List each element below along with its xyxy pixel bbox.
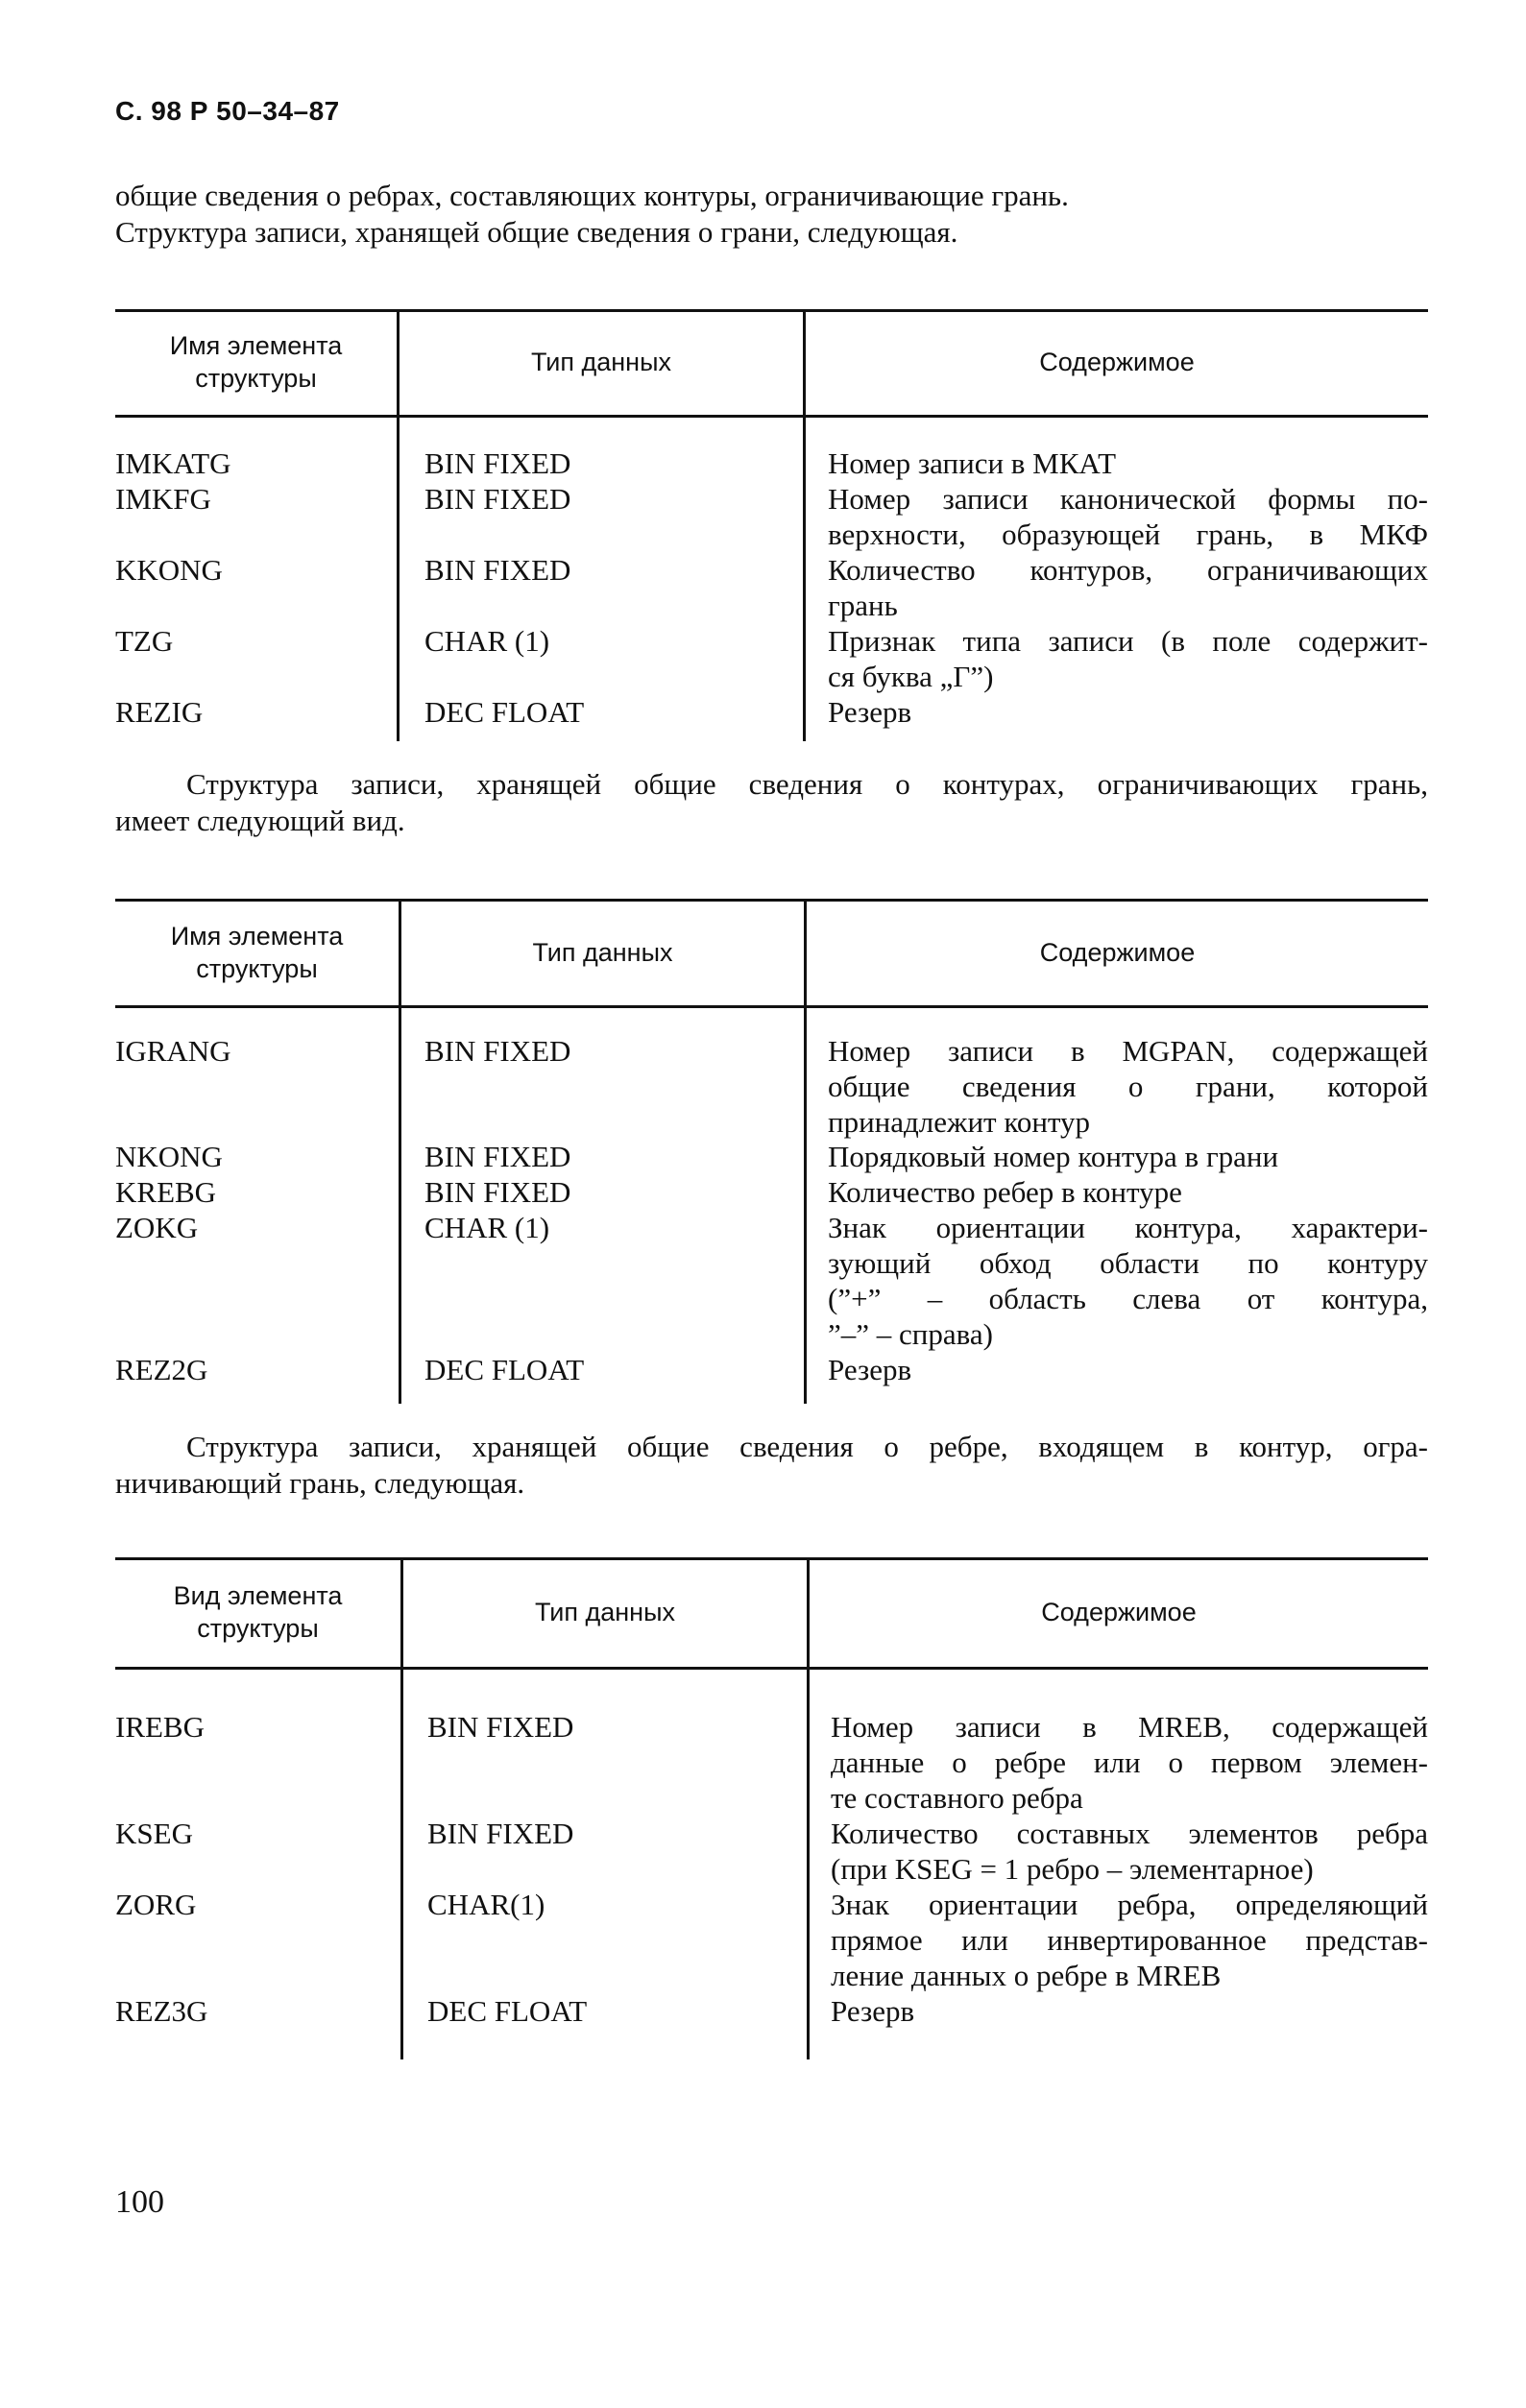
table-row-name: IGRANG bbox=[115, 1034, 231, 1068]
table-edge-record bbox=[115, 1557, 1428, 2059]
table-row-content: Порядковый номер контура в грани bbox=[828, 1140, 1279, 1173]
header-content: Содержимое bbox=[1041, 1598, 1197, 1626]
table-row-name: NKONG bbox=[115, 1140, 223, 1173]
table-row-type: BIN FIXED bbox=[424, 1034, 571, 1068]
table-row-name: KKONG bbox=[115, 553, 223, 587]
table-row-content: Номер записи в MGPAN, содержащей общие сведения о грани, которой принадлежит контур bbox=[828, 1034, 1428, 1139]
table-row-name: IMKFG bbox=[115, 482, 211, 516]
table-row-name: IREBG bbox=[115, 1710, 205, 1744]
table-row-type: BIN FIXED bbox=[424, 1175, 571, 1209]
text-line: ничивающий грань, следующая. bbox=[115, 1466, 525, 1500]
table-row-content: Количество составных элементов ребра (при KSEG = 1 ребро – элементарное) bbox=[831, 1817, 1428, 1886]
intro-paragraph bbox=[115, 178, 1428, 251]
header-content: Содержимое bbox=[1039, 348, 1195, 376]
page-number: 100 bbox=[115, 2184, 164, 2220]
table-row-content: Количество контуров, ограничивающих грань bbox=[828, 553, 1428, 622]
table-row-type: DEC FLOAT bbox=[424, 1353, 585, 1386]
table-row-type: DEC FLOAT bbox=[424, 695, 585, 729]
table-row-type: CHAR (1) bbox=[424, 624, 550, 658]
table-face-record bbox=[115, 309, 1428, 741]
table-row-content: Знак ориентации контура, характери- зующий обход области по контуру (”+” – область слева от контура, ”–” – справа) bbox=[828, 1211, 1428, 1351]
header-data-type: Тип данных bbox=[530, 348, 671, 376]
table-row-name: ZOKG bbox=[115, 1211, 199, 1244]
table-row-type: BIN FIXED bbox=[427, 1817, 574, 1850]
table-contour-record bbox=[115, 899, 1428, 1404]
table-row-type: BIN FIXED bbox=[424, 446, 571, 480]
table-row-type: BIN FIXED bbox=[424, 482, 571, 516]
header-content: Содержимое bbox=[1039, 937, 1196, 967]
table-row-content: Знак ориентации ребра, определяющий прямое или инвертированное представ- ление данных о ребре в MREB bbox=[831, 1888, 1428, 1992]
table-row-name: IMKATG bbox=[115, 446, 231, 480]
table-row-name: KREBG bbox=[115, 1175, 217, 1209]
table-row-name: REZ2G bbox=[115, 1353, 208, 1386]
table-row-type: BIN FIXED bbox=[424, 1140, 571, 1173]
table-row-content: Номер записи в МКАТ bbox=[828, 446, 1117, 480]
table-row-name: REZ3G bbox=[115, 1994, 208, 2028]
text-line: общие сведения о ребрах, составляющих контуры, ограничивающие грань. bbox=[115, 179, 1069, 212]
table-row-type: CHAR (1) bbox=[424, 1211, 550, 1244]
table-row-type: CHAR(1) bbox=[427, 1888, 545, 1921]
header-element-name: Имя элемента структуры bbox=[170, 921, 344, 983]
table-row-content: Резерв bbox=[828, 1353, 912, 1386]
table-row-name: TZG bbox=[115, 624, 174, 658]
table-row-content: Номер записи в MREB, содержащей данные о ребре или о первом элемен- те составного ребра bbox=[831, 1710, 1428, 1815]
paragraph-contour bbox=[115, 766, 1428, 839]
header-element-kind: Вид элемента структуры bbox=[173, 1581, 343, 1643]
table-row-content: Резерв bbox=[831, 1994, 915, 2028]
header-data-type: Тип данных bbox=[534, 1598, 675, 1626]
page-header: С. 98 Р 50–34–87 bbox=[115, 96, 340, 126]
text-line: Структура записи, хранящей общие сведения о контурах, ограничивающих грань, bbox=[186, 767, 1428, 801]
paragraph-edge bbox=[115, 1429, 1428, 1502]
table-row-type: BIN FIXED bbox=[427, 1710, 574, 1744]
header-data-type: Тип данных bbox=[532, 937, 673, 967]
table-row-content: Резерв bbox=[828, 695, 912, 729]
text-line: имеет следующий вид. bbox=[115, 804, 405, 837]
table-row-content: Количество ребер в контуре bbox=[828, 1175, 1182, 1209]
header-element-name: Имя элемента структуры bbox=[169, 331, 343, 393]
text-line: Структура записи, хранящей общие сведения о ребре, входящем в контур, огра- bbox=[186, 1430, 1428, 1463]
table-row-type: BIN FIXED bbox=[424, 553, 571, 587]
text-line: Структура записи, хранящей общие сведения о грани, следующая. bbox=[115, 215, 958, 249]
table-row-name: REZIG bbox=[115, 695, 204, 729]
table-row-name: ZORG bbox=[115, 1888, 197, 1921]
table-row-name: KSEG bbox=[115, 1817, 193, 1850]
table-row-content: Номер записи канонической формы по- верхности, образующей грань, в МКФ bbox=[828, 482, 1428, 551]
table-row-content: Признак типа записи (в поле содержит- ся буква „Г”) bbox=[828, 624, 1428, 693]
table-row-type: DEC FLOAT bbox=[427, 1994, 588, 2028]
